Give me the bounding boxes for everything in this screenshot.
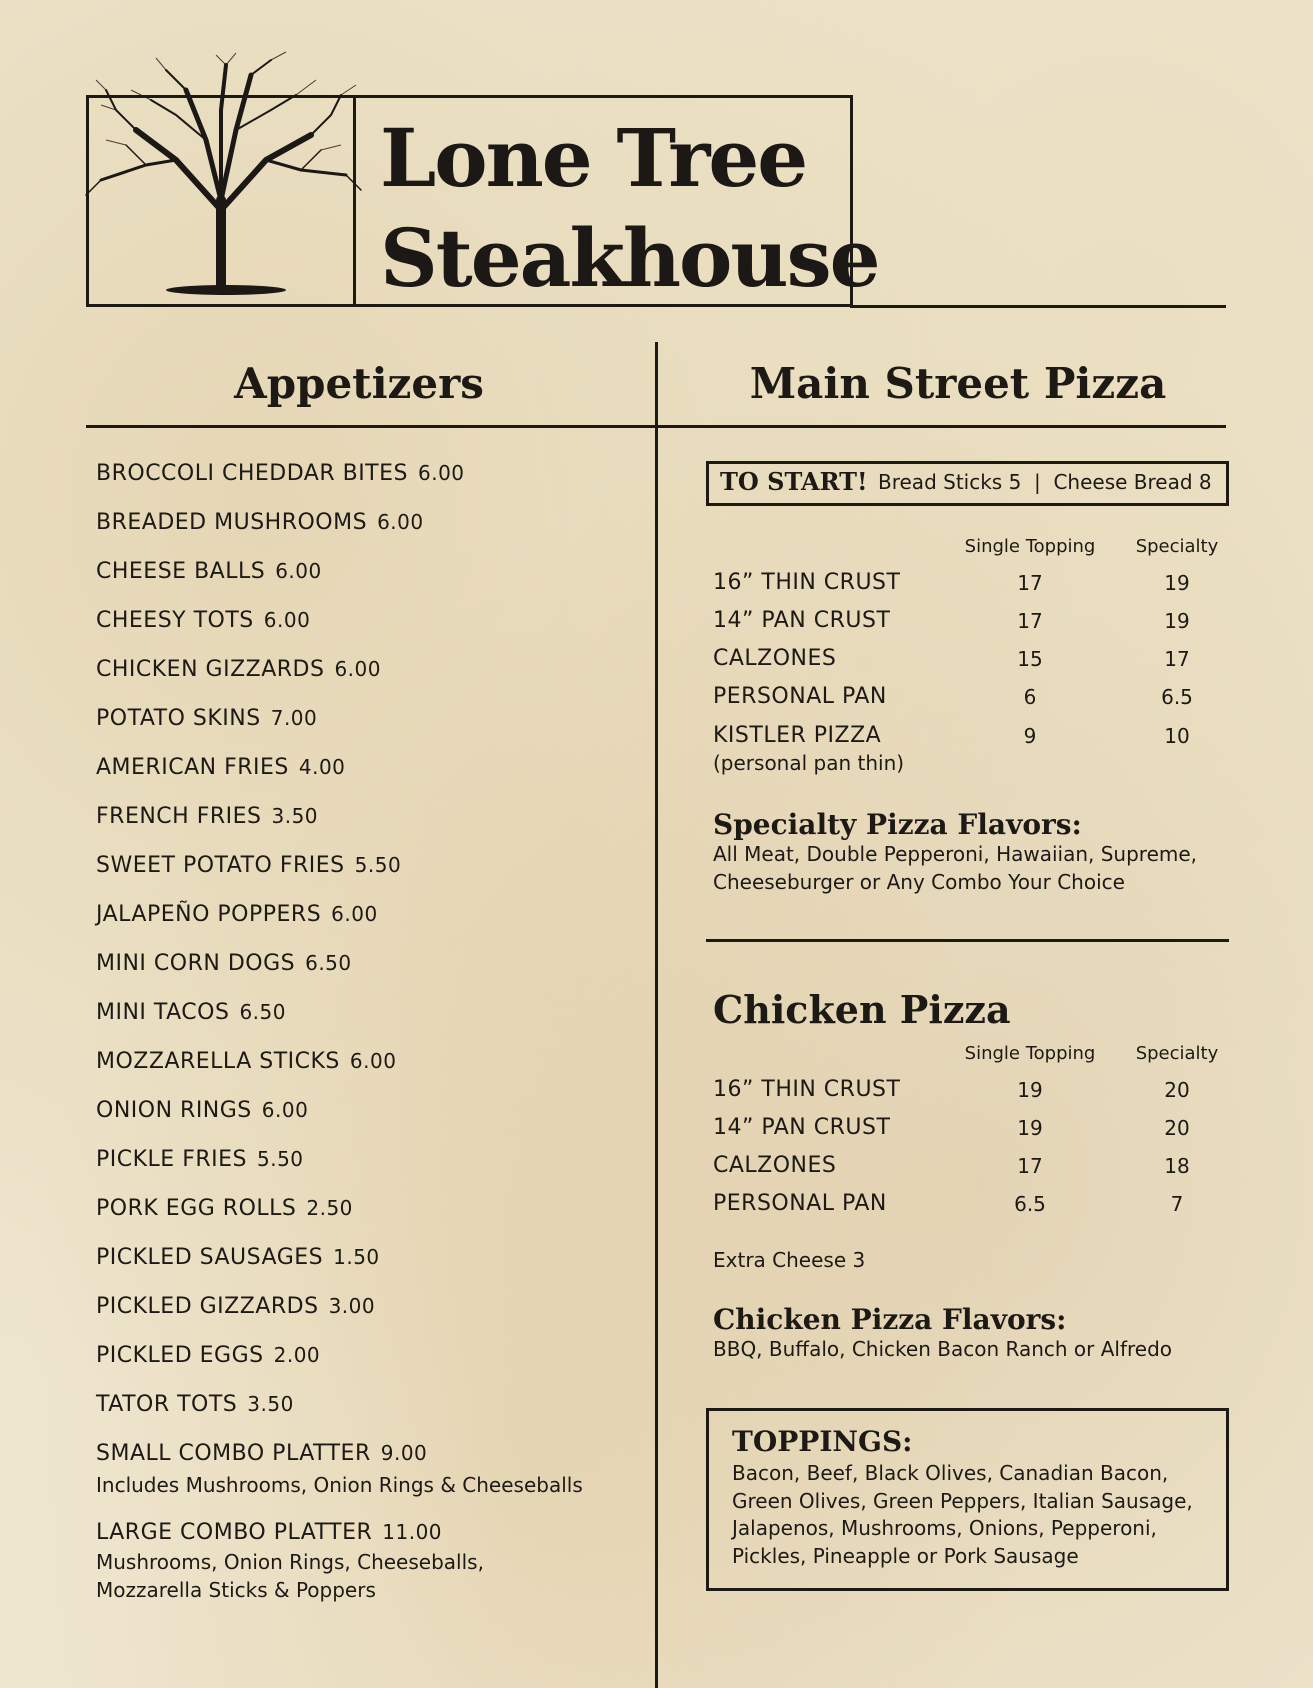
pizza-row-specialty: 19: [1164, 609, 1190, 633]
list-item: FRENCH FRIES 3.50: [96, 804, 319, 829]
toppings-line1: Bacon, Beef, Black Olives, Canadian Bacon,: [732, 1461, 1169, 1485]
chicken-row-name: PERSONAL PAN: [713, 1191, 887, 1216]
chicken-row-single: 6.5: [1014, 1192, 1046, 1216]
large-combo-description-line1: Mushrooms, Onion Rings, Cheeseballs,: [96, 1550, 484, 1574]
appetizers-heading: Appetizers: [234, 359, 484, 408]
small-combo-description: Includes Mushrooms, Onion Rings & Cheeseballs: [96, 1473, 583, 1497]
column-header-specialty: Specialty: [1135, 536, 1219, 557]
list-item: MINI CORN DOGS 6.50: [96, 951, 352, 976]
large-combo-description-line2: Mozzarella Sticks & Poppers: [96, 1578, 376, 1602]
list-item: TATOR TOTS 3.50: [96, 1392, 294, 1417]
section-rule-right: [656, 425, 1226, 428]
chicken-row-specialty: 20: [1164, 1078, 1190, 1102]
pizza-row-name: CALZONES: [713, 646, 837, 671]
list-item: BROCCOLI CHEDDAR BITES 6.00: [96, 461, 465, 486]
pizza-row-specialty: 19: [1164, 571, 1190, 595]
to-start-items: Bread Sticks 5 | Cheese Bread 8: [878, 470, 1212, 494]
column-header-single: Single Topping: [964, 1043, 1096, 1064]
toppings-line4: Pickles, Pineapple or Pork Sausage: [732, 1544, 1079, 1568]
column-header-single: Single Topping: [964, 536, 1096, 557]
kistler-note: (personal pan thin): [713, 751, 905, 775]
chicken-row-name: 16” THIN CRUST: [713, 1077, 901, 1102]
pizza-row-specialty: 17: [1164, 647, 1190, 671]
list-item: CHEESY TOTS 6.00: [96, 608, 311, 633]
section-rule-left: [86, 425, 656, 428]
chicken-pizza-heading: Chicken Pizza: [713, 987, 1011, 1032]
chicken-flavors-heading: Chicken Pizza Flavors:: [713, 1303, 1067, 1336]
pizza-heading: Main Street Pizza: [749, 359, 1167, 408]
list-item: LARGE COMBO PLATTER 11.00: [96, 1520, 443, 1545]
toppings-line2: Green Olives, Green Peppers, Italian Sausage,: [732, 1489, 1193, 1513]
pizza-row-specialty: 10: [1164, 724, 1190, 748]
pizza-section-rule: [706, 939, 1229, 942]
header-rule: [850, 305, 1226, 308]
list-item: PICKLE FRIES 5.50: [96, 1147, 304, 1172]
specialty-flavors-line1: All Meat, Double Pepperoni, Hawaiian, Supreme,: [713, 842, 1198, 866]
pizza-row-name: KISTLER PIZZA: [713, 723, 882, 748]
to-start-label: TO START!: [720, 467, 868, 496]
list-item: MOZZARELLA STICKS 6.00: [96, 1049, 397, 1074]
pizza-row-specialty: 6.5: [1161, 685, 1193, 709]
list-item: JALAPEÑO POPPERS 6.00: [96, 902, 378, 927]
pizza-row-name: PERSONAL PAN: [713, 684, 887, 709]
tree-icon: [76, 50, 366, 295]
list-item: PORK EGG ROLLS 2.50: [96, 1196, 353, 1221]
list-item: POTATO SKINS 7.00: [96, 706, 318, 731]
pizza-row-single: 17: [1017, 609, 1043, 633]
list-item: CHICKEN GIZZARDS 6.00: [96, 657, 381, 682]
pizza-row-name: 14” PAN CRUST: [713, 608, 891, 633]
chicken-row-single: 19: [1017, 1078, 1043, 1102]
chicken-flavors-text: BBQ, Buffalo, Chicken Bacon Ranch or Alfredo: [713, 1337, 1173, 1361]
chicken-row-single: 19: [1017, 1116, 1043, 1140]
chicken-row-single: 17: [1017, 1154, 1043, 1178]
pizza-row-single: 17: [1017, 571, 1043, 595]
list-item: AMERICAN FRIES 4.00: [96, 755, 346, 780]
chicken-row-name: 14” PAN CRUST: [713, 1115, 891, 1140]
chicken-row-name: CALZONES: [713, 1153, 837, 1178]
extra-cheese-note: Extra Cheese 3: [713, 1248, 866, 1272]
list-item: CHEESE BALLS 6.00: [96, 559, 322, 584]
list-item: BREADED MUSHROOMS 6.00: [96, 510, 424, 535]
chicken-row-specialty: 7: [1170, 1192, 1184, 1216]
pizza-row-single: 9: [1023, 724, 1037, 748]
pizza-row-name: 16” THIN CRUST: [713, 570, 901, 595]
list-item: MINI TACOS 6.50: [96, 1000, 286, 1025]
list-item: PICKLED EGGS 2.00: [96, 1343, 321, 1368]
pizza-row-single: 15: [1017, 647, 1043, 671]
list-item: ONION RINGS 6.00: [96, 1098, 309, 1123]
list-item: SWEET POTATO FRIES 5.50: [96, 853, 402, 878]
specialty-flavors-heading: Specialty Pizza Flavors:: [713, 808, 1082, 841]
logo-title-line2: Steakhouse: [380, 211, 879, 305]
toppings-line3: Jalapenos, Mushrooms, Onions, Pepperoni,: [732, 1516, 1157, 1540]
chicken-row-specialty: 20: [1164, 1116, 1190, 1140]
list-item: SMALL COMBO PLATTER 9.00: [96, 1441, 428, 1466]
chicken-row-specialty: 18: [1164, 1154, 1190, 1178]
list-item: PICKLED GIZZARDS 3.00: [96, 1294, 376, 1319]
toppings-heading: TOPPINGS:: [732, 1425, 913, 1458]
specialty-flavors-line2: Cheeseburger or Any Combo Your Choice: [713, 870, 1125, 894]
column-header-specialty: Specialty: [1135, 1043, 1219, 1064]
list-item: PICKLED SAUSAGES 1.50: [96, 1245, 380, 1270]
logo-title-line1: Lone Tree: [380, 111, 807, 205]
column-divider: [655, 342, 658, 1688]
pizza-row-single: 6: [1023, 685, 1037, 709]
